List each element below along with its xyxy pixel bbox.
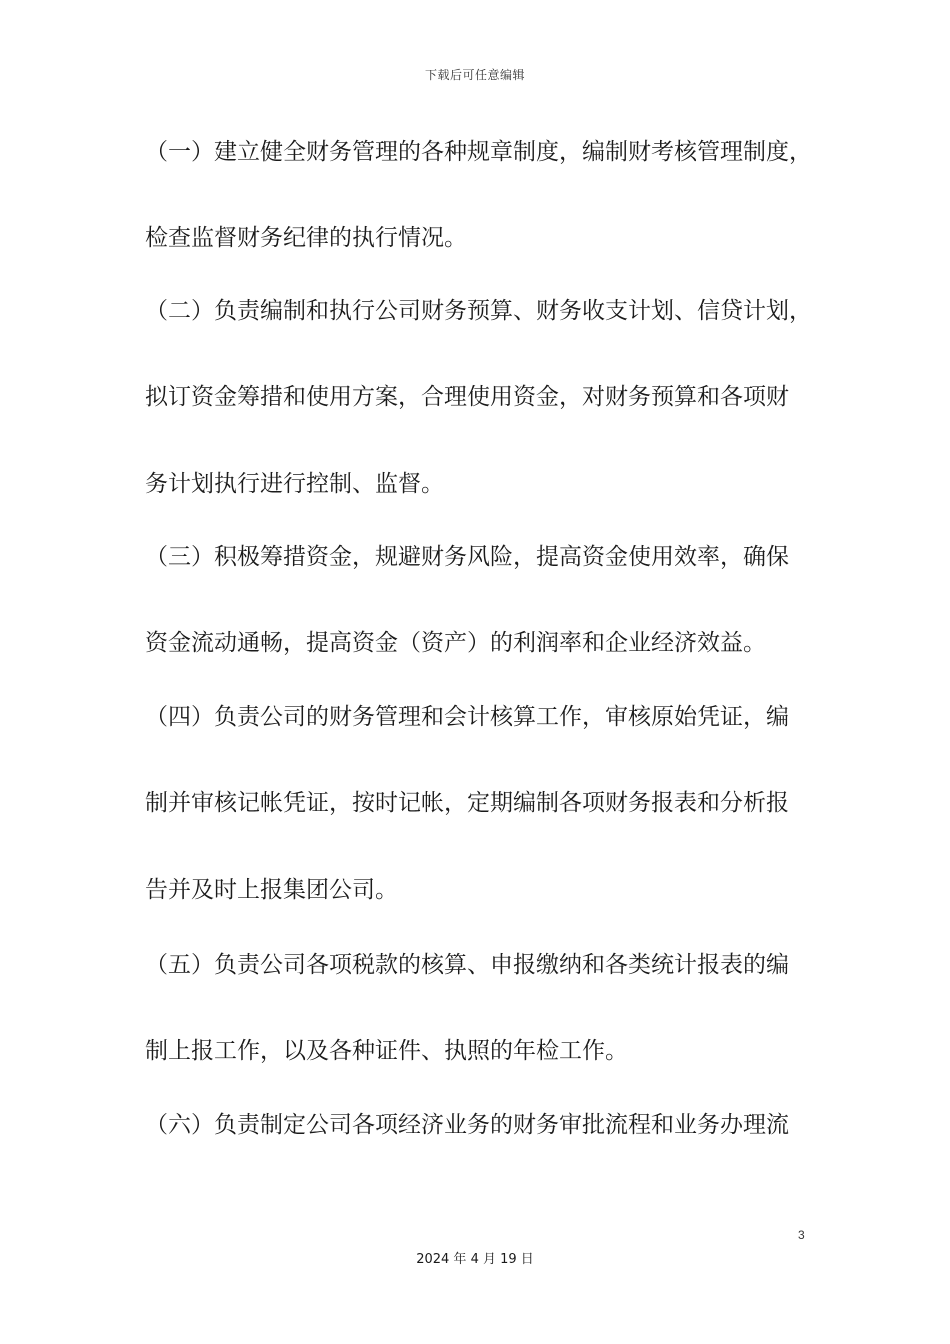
body-line-13: （六）负责制定公司各项经济业务的财务审批流程和业务办理流 [145, 1112, 789, 1138]
page-number: 3 [798, 1228, 805, 1242]
body-line-7: 资金流动通畅，提高资金（资产）的利润率和企业经济效益。 [145, 630, 766, 656]
body-line-8: （四）负责公司的财务管理和会计核算工作，审核原始凭证，编 [145, 704, 789, 730]
body-line-11: （五）负责公司各项税款的核算、申报缴纳和各类统计报表的编 [145, 952, 789, 978]
body-line-1: （一）建立健全财务管理的各种规章制度，编制财考核管理制度， [145, 139, 812, 165]
footer-date: 2024 年 4 月 19 日 [416, 1252, 534, 1267]
body-line-6: （三）积极筹措资金，规避财务风险，提高资金使用效率，确保 [145, 544, 789, 570]
header-note: 下载后可任意编辑 [424, 68, 525, 82]
body-line-10: 告并及时上报集团公司。 [145, 877, 398, 903]
body-line-9: 制并审核记帐凭证，按时记帐，定期编制各项财务报表和分析报 [145, 790, 789, 816]
body-line-5: 务计划执行进行控制、监督。 [145, 471, 444, 497]
body-line-12: 制上报工作，以及各种证件、执照的年检工作。 [145, 1038, 628, 1064]
body-line-3: （二）负责编制和执行公司财务预算、财务收支计划、信贷计划， [145, 298, 812, 324]
body-line-4: 拟订资金筹措和使用方案，合理使用资金，对财务预算和各项财 [145, 384, 789, 410]
body-line-2: 检查监督财务纪律的执行情况。 [145, 225, 467, 251]
